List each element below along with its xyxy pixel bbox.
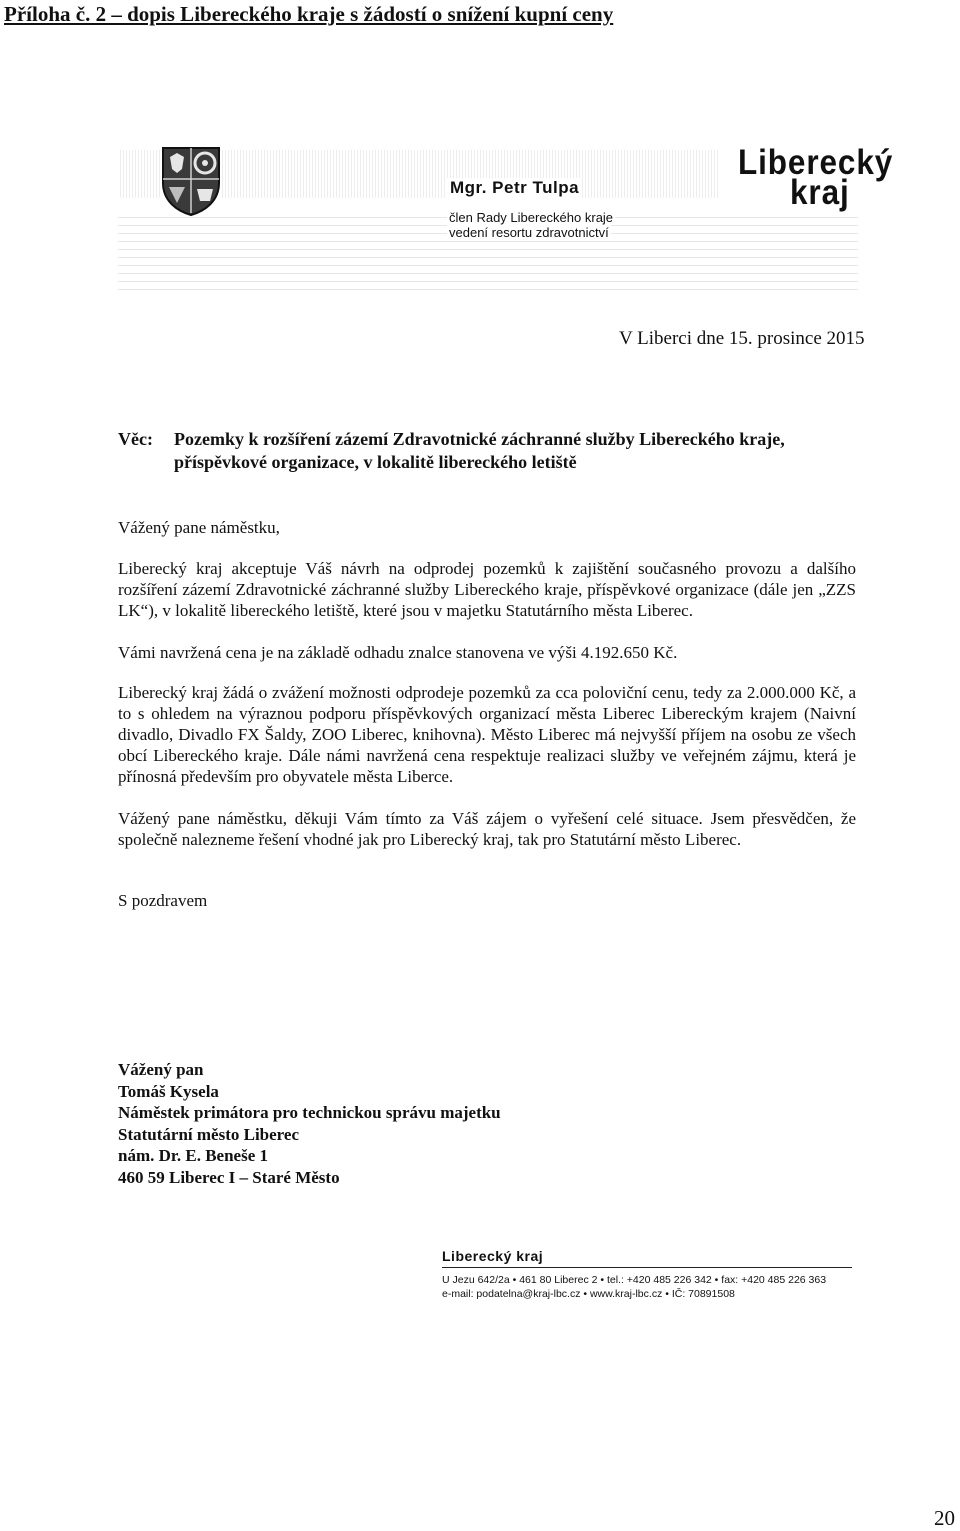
footer-contact: e-mail: podatelna@kraj-lbc.cz • www.kraj-lbc.cz • IČ: 70891508 xyxy=(442,1288,735,1300)
letterhead-footer xyxy=(442,1248,852,1301)
body-paragraph: Liberecký kraj žádá o zvážení možnosti odprodeje pozemků za cca poloviční cenu, tedy za 2.000.000 Kč, a to s ohledem na výraznou podporu příspěvkových organizací města Liberec Libereckým krajem (Naivní divadlo, Divadlo FX Šaldy, ZOO Liberec, knihovna). Město Liberec má nejvyšší příjem na osobu ze všech obcí Libereckého kraje. Dále námi navržená cena respektuje realizaci služby ve veřejném zájmu, která je přínosná především pro obyvatele města Liberce. xyxy=(118,683,856,786)
subject-label: Věc: xyxy=(118,429,153,449)
page-number: 20 xyxy=(934,1506,955,1530)
letterhead-brand-line-1: Liberecký xyxy=(738,143,894,182)
letterhead-signatory-name: Mgr. Petr Tulpa xyxy=(447,178,582,198)
letterhead-role-line-2: vedení resortu zdravotnictví xyxy=(449,225,609,240)
closing: S pozdravem xyxy=(118,891,208,910)
addressee-line: Náměstek primátora pro technickou správu majetku xyxy=(118,1103,501,1122)
body-paragraph: Vážený pane náměstku, děkuji Vám tímto za Váš zájem o vyřešení celé situace. Jsem přesvědčen, že společně nalezneme řešení vhodné jak pro Liberecký kraj, tak pro Statutární město Liberec. xyxy=(118,809,856,849)
letterhead-brand-line-2: kraj xyxy=(790,173,850,212)
addressee-line: 460 59 Liberec I – Staré Město xyxy=(118,1167,340,1187)
addressee-block xyxy=(118,1059,501,1188)
letterhead-role-line-1: člen Rady Libereckého kraje xyxy=(449,210,614,225)
addressee-line: nám. Dr. E. Beneše 1 xyxy=(118,1146,269,1165)
attachment-title: Příloha č. 2 – dopis Libereckého kraje s žádostí o snížení kupní ceny xyxy=(4,2,614,26)
body-paragraph: Liberecký kraj akceptuje Váš návrh na odprodej pozemků k zajištění současného provozu a dalšího rozšíření zázemí Zdravotnické záchranné služby Libereckého kraje, příspěvkové organizace (dále jen „ZZS LK“), v lokalitě libereckého letiště, které jsou v majetku Statutárního města Liberec. xyxy=(118,559,856,620)
subject-text: Pozemky k rozšíření zázemí Zdravotnické záchranné služby Libereckého kraje, příspěvkové organizace, v lokalitě libereckého letiště xyxy=(174,429,785,472)
addressee-line: Tomáš Kysela xyxy=(118,1081,219,1101)
addressee-line: Vážený pan xyxy=(118,1060,204,1079)
footer-org-name: Liberecký kraj xyxy=(442,1248,852,1268)
addressee-line: Statutární město Liberec xyxy=(118,1124,299,1144)
letter-date: V Liberci dne 15. prosince 2015 xyxy=(619,328,865,349)
footer-address: U Jezu 642/2a • 461 80 Liberec 2 • tel.: +420 485 226 342 • fax: +420 485 226 363 xyxy=(442,1274,827,1286)
body-paragraph: Vámi navržená cena je na základě odhadu znalce stanovena ve výši 4.192.650 Kč. xyxy=(118,643,678,662)
salutation: Vážený pane náměstku, xyxy=(118,518,280,537)
regional-coat-of-arms-icon xyxy=(160,145,222,217)
